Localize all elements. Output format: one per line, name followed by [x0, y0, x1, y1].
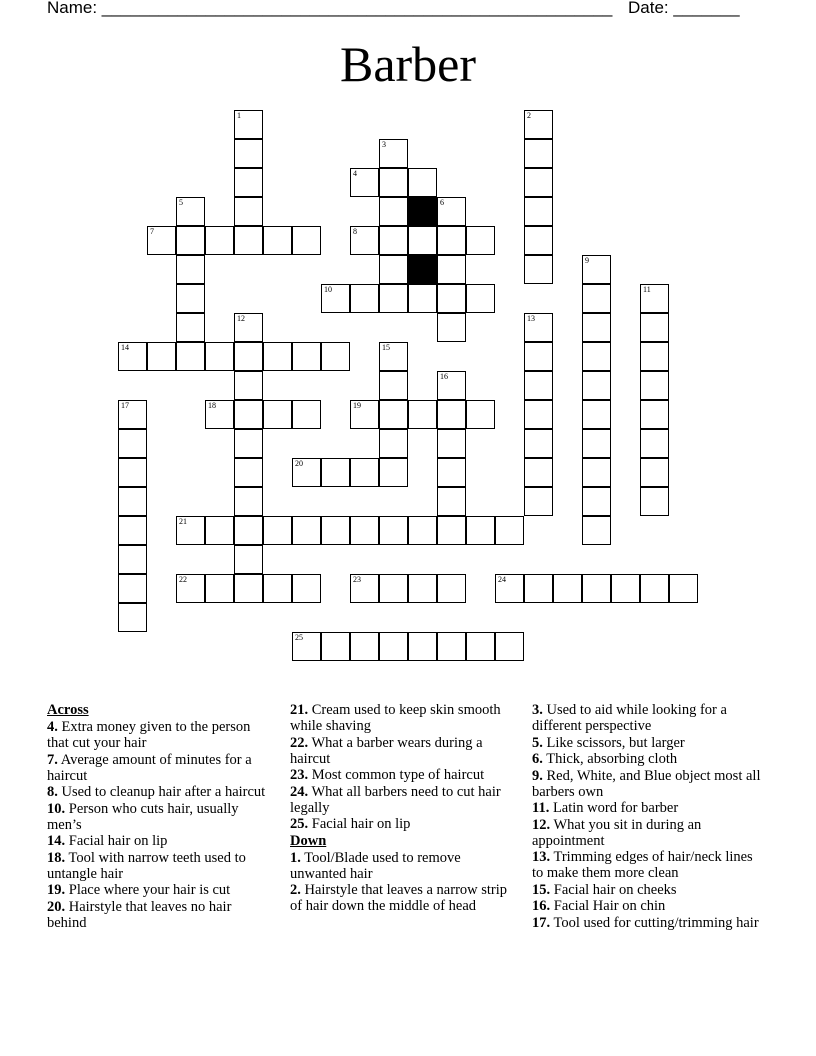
clue-number-label: 18	[208, 401, 216, 410]
grid-cell[interactable]	[408, 400, 437, 429]
clue-number-label: 3	[382, 140, 386, 149]
clue-text: Used to aid while looking for a different perspective	[532, 702, 727, 734]
clue-number: 4.	[47, 719, 58, 735]
clue-number: 16.	[532, 898, 551, 914]
across-clue	[47, 752, 272, 784]
down-clue	[532, 751, 762, 767]
down-clue	[532, 849, 762, 881]
clue-text: Facial hair on lip	[65, 833, 168, 849]
clue-number-label: 23	[353, 575, 361, 584]
clue-text: Thick, absorbing cloth	[542, 751, 678, 767]
grid-cell[interactable]	[437, 458, 466, 487]
clue-number-label: 7	[150, 227, 154, 236]
grid-cell[interactable]	[176, 342, 205, 371]
grid-cell[interactable]	[640, 458, 669, 487]
grid-cell[interactable]	[524, 139, 553, 168]
grid-cell[interactable]	[263, 516, 292, 545]
across-clue	[290, 735, 515, 767]
grid-cell[interactable]	[263, 342, 292, 371]
grid-cell[interactable]	[640, 574, 669, 603]
grid-cell[interactable]	[379, 371, 408, 400]
grid-cell[interactable]	[379, 429, 408, 458]
grid-cell[interactable]	[379, 255, 408, 284]
clue-text: Trimming edges of hair/neck lines to make them more clean	[532, 849, 753, 881]
grid-cell[interactable]	[234, 516, 263, 545]
grid-cell[interactable]	[176, 313, 205, 342]
clue-number: 18.	[47, 849, 66, 866]
down-clue	[532, 702, 762, 734]
down-clue	[290, 850, 515, 882]
grid-cell[interactable]	[437, 313, 466, 342]
down-clue	[532, 882, 762, 898]
clue-number-label: 2	[527, 111, 531, 120]
clue-number-label: 12	[237, 314, 245, 323]
grid-cell[interactable]	[263, 574, 292, 603]
grid-cell[interactable]	[524, 371, 553, 400]
clue-text: Red, White, and Blue object most all barbers own	[532, 767, 761, 800]
grid-cell[interactable]	[437, 487, 466, 516]
grid-cell[interactable]	[176, 255, 205, 284]
grid-cell[interactable]	[466, 226, 495, 255]
grid-cell[interactable]	[234, 574, 263, 603]
clue-number-label: 21	[179, 517, 187, 526]
grid-cell[interactable]	[582, 284, 611, 313]
down-clue	[532, 768, 762, 800]
clue-text: Place where your hair is cut	[65, 882, 231, 898]
clue-number: 21.	[290, 702, 309, 718]
across-heading: Across	[47, 702, 89, 718]
grid-cell[interactable]	[582, 313, 611, 342]
grid-cell[interactable]	[292, 400, 321, 429]
across-clue	[47, 801, 272, 833]
grid-cell[interactable]	[408, 516, 437, 545]
clue-number-label: 5	[179, 198, 183, 207]
clue-text: Facial Hair on chin	[550, 898, 666, 914]
clue-number-label: 11	[643, 285, 651, 294]
grid-cell[interactable]	[234, 342, 263, 371]
grid-cell[interactable]	[379, 574, 408, 603]
clues-column-right	[532, 702, 762, 931]
grid-cell[interactable]	[582, 458, 611, 487]
grid-cell[interactable]	[611, 574, 640, 603]
clue-number-label: 10	[324, 285, 332, 294]
clue-number-label: 16	[440, 372, 448, 381]
clues-column-left	[47, 702, 272, 931]
grid-cell[interactable]	[234, 226, 263, 255]
grid-cell[interactable]	[408, 632, 437, 661]
grid-cell[interactable]	[118, 458, 147, 487]
grid-cell[interactable]	[234, 458, 263, 487]
page-title: Barber	[339, 36, 477, 92]
grid-cell[interactable]	[582, 487, 611, 516]
clue-text: What you sit in during an appointment	[532, 816, 702, 849]
down-clue	[290, 882, 515, 914]
clue-number: 12.	[532, 816, 551, 833]
grid-cell[interactable]	[379, 226, 408, 255]
clue-number-label: 20	[295, 459, 303, 468]
grid-cell[interactable]	[321, 458, 350, 487]
clue-number: 24.	[290, 783, 309, 800]
clue-number: 25.	[290, 816, 309, 832]
grid-cell[interactable]	[408, 168, 437, 197]
clue-number: 5.	[532, 734, 543, 751]
clue-number: 8.	[47, 784, 58, 800]
grid-cell[interactable]	[234, 487, 263, 516]
grid-cell[interactable]	[437, 429, 466, 458]
clue-number-label: 25	[295, 633, 303, 642]
down-clue	[532, 735, 762, 751]
shaded-cell	[408, 255, 437, 284]
grid-cell[interactable]	[466, 516, 495, 545]
clue-number: 2.	[290, 882, 301, 898]
grid-cell[interactable]	[118, 487, 147, 516]
grid-cell[interactable]	[466, 284, 495, 313]
clue-text: Tool with narrow teeth used to untangle hair	[47, 849, 246, 882]
grid-cell[interactable]	[379, 458, 408, 487]
down-clue	[532, 800, 762, 816]
grid-cell[interactable]	[292, 574, 321, 603]
clue-text: Hairstyle that leaves no hair behind	[47, 898, 232, 931]
clue-number-label: 13	[527, 314, 535, 323]
clue-text: Person who cuts hair, usually men’s	[47, 800, 239, 833]
grid-cell[interactable]	[379, 632, 408, 661]
grid-cell[interactable]	[292, 516, 321, 545]
down-clue	[532, 915, 762, 931]
grid-cell[interactable]	[292, 342, 321, 371]
grid-cell[interactable]	[205, 574, 234, 603]
grid-cell[interactable]	[350, 458, 379, 487]
down-clue	[532, 898, 762, 914]
grid-cell[interactable]	[640, 487, 669, 516]
clue-number: 20.	[47, 898, 66, 915]
grid-cell[interactable]	[524, 458, 553, 487]
clue-text: What all barbers need to cut hair legally	[290, 783, 501, 816]
grid-cell[interactable]	[524, 429, 553, 458]
clue-text: Hairstyle that leaves a narrow strip of hair down the middle of head	[290, 882, 508, 914]
grid-cell[interactable]	[669, 574, 698, 603]
clue-number: 22.	[290, 734, 309, 751]
clue-number-label: 19	[353, 401, 361, 410]
clue-number: 23.	[290, 767, 309, 783]
grid-cell[interactable]	[350, 632, 379, 661]
date-label: Date: _______	[628, 0, 740, 17]
clue-number-label: 6	[440, 198, 444, 207]
clue-number: 1.	[290, 849, 301, 866]
grid-cell[interactable]	[408, 284, 437, 313]
grid-cell[interactable]	[379, 284, 408, 313]
clue-number: 14.	[47, 833, 66, 849]
grid-cell[interactable]	[321, 632, 350, 661]
grid-cell[interactable]	[263, 400, 292, 429]
across-clue	[47, 850, 272, 882]
grid-cell[interactable]	[640, 400, 669, 429]
clue-text: Cream used to keep skin smooth while shaving	[290, 702, 501, 734]
grid-cell[interactable]	[582, 429, 611, 458]
grid-cell[interactable]	[350, 284, 379, 313]
grid-cell[interactable]	[524, 342, 553, 371]
clue-number: 3.	[532, 702, 543, 718]
grid-cell[interactable]	[437, 255, 466, 284]
clues-column-middle	[290, 702, 515, 915]
grid-cell[interactable]	[118, 516, 147, 545]
clue-number: 6.	[532, 751, 543, 767]
clue-number: 7.	[47, 751, 58, 768]
grid-cell[interactable]	[234, 545, 263, 574]
clue-text: Facial hair on cheeks	[550, 881, 677, 898]
grid-cell[interactable]	[379, 400, 408, 429]
grid-cell[interactable]	[408, 574, 437, 603]
grid-cell[interactable]	[379, 197, 408, 226]
grid-cell[interactable]	[205, 342, 234, 371]
grid-cell[interactable]	[582, 342, 611, 371]
clue-number-label: 4	[353, 169, 357, 178]
grid-cell[interactable]	[437, 632, 466, 661]
grid-cell[interactable]	[176, 284, 205, 313]
clue-text: Used to cleanup hair after a haircut	[57, 784, 266, 800]
clue-number-label: 1	[237, 111, 241, 120]
clue-number: 10.	[47, 800, 66, 817]
grid-cell[interactable]	[437, 574, 466, 603]
across-clue	[290, 784, 515, 816]
grid-cell[interactable]	[437, 516, 466, 545]
grid-cell[interactable]	[205, 226, 234, 255]
across-clue	[47, 899, 272, 931]
clue-number: 13.	[532, 849, 551, 865]
grid-cell[interactable]	[524, 197, 553, 226]
grid-cell[interactable]	[263, 226, 292, 255]
grid-cell[interactable]	[524, 487, 553, 516]
clue-number-label: 14	[121, 343, 129, 352]
across-clue	[47, 833, 272, 849]
grid-cell[interactable]	[234, 400, 263, 429]
clue-number-label: 9	[585, 256, 589, 265]
grid-cell[interactable]	[524, 226, 553, 255]
grid-cell[interactable]	[234, 197, 263, 226]
down-clue	[532, 817, 762, 849]
grid-cell[interactable]	[437, 284, 466, 313]
clue-text: Tool used for cutting/trimming hair	[550, 914, 759, 931]
grid-cell[interactable]	[350, 516, 379, 545]
across-clue	[290, 767, 515, 783]
clue-text: Extra money given to the person that cut your hair	[47, 719, 251, 751]
clue-number-label: 15	[382, 343, 390, 352]
grid-cell[interactable]	[582, 574, 611, 603]
grid-cell[interactable]	[437, 400, 466, 429]
grid-cell[interactable]	[582, 371, 611, 400]
grid-cell[interactable]	[524, 400, 553, 429]
grid-cell[interactable]	[321, 342, 350, 371]
grid-cell[interactable]	[118, 429, 147, 458]
grid-cell[interactable]	[640, 371, 669, 400]
grid-cell[interactable]	[234, 429, 263, 458]
grid-cell[interactable]	[524, 574, 553, 603]
grid-cell[interactable]	[118, 545, 147, 574]
grid-cell[interactable]	[524, 255, 553, 284]
grid-cell[interactable]	[466, 400, 495, 429]
grid-cell[interactable]	[640, 342, 669, 371]
grid-cell[interactable]	[176, 226, 205, 255]
across-clue	[47, 784, 272, 800]
grid-cell[interactable]	[553, 574, 582, 603]
clue-text: What a barber wears during a haircut	[290, 734, 483, 767]
grid-cell[interactable]	[205, 516, 234, 545]
name-label: Name: ______________________________________________________	[47, 0, 613, 17]
grid-cell[interactable]	[118, 603, 147, 632]
clue-number: 11.	[532, 800, 550, 816]
clue-text: Latin word for barber	[549, 800, 679, 816]
clue-text: Facial hair on lip	[308, 816, 411, 832]
grid-cell[interactable]	[234, 371, 263, 400]
grid-cell[interactable]	[118, 574, 147, 603]
clue-number: 19.	[47, 882, 66, 898]
grid-cell[interactable]	[234, 168, 263, 197]
grid-cell[interactable]	[640, 313, 669, 342]
grid-cell[interactable]	[408, 226, 437, 255]
grid-cell[interactable]	[379, 516, 408, 545]
clue-number: 15.	[532, 881, 551, 898]
clue-text: Tool/Blade used to remove unwanted hair	[290, 849, 461, 882]
grid-cell[interactable]	[321, 516, 350, 545]
down-heading: Down	[290, 832, 327, 849]
clue-number-label: 24	[498, 575, 506, 584]
across-clue	[47, 882, 272, 898]
grid-cell[interactable]	[437, 226, 466, 255]
grid-cell[interactable]	[495, 516, 524, 545]
grid-cell[interactable]	[640, 429, 669, 458]
clue-text: Most common type of haircut	[308, 767, 485, 783]
shaded-cell	[408, 197, 437, 226]
grid-cell[interactable]	[495, 632, 524, 661]
clue-number-label: 8	[353, 227, 357, 236]
grid-cell[interactable]	[234, 139, 263, 168]
clue-number-label: 22	[179, 575, 187, 584]
across-clue	[47, 719, 272, 751]
grid-cell[interactable]	[524, 168, 553, 197]
grid-cell[interactable]	[292, 226, 321, 255]
clue-number-label: 17	[121, 401, 129, 410]
grid-cell[interactable]	[582, 516, 611, 545]
grid-cell[interactable]	[379, 168, 408, 197]
grid-cell[interactable]	[582, 400, 611, 429]
across-clue	[290, 816, 515, 832]
grid-cell[interactable]	[147, 342, 176, 371]
clue-text: Average amount of minutes for a haircut	[47, 751, 252, 784]
clue-number: 9.	[532, 767, 543, 784]
across-clue	[290, 702, 515, 734]
grid-cell[interactable]	[466, 632, 495, 661]
clue-number: 17.	[532, 914, 551, 931]
clue-text: Like scissors, but larger	[542, 734, 685, 751]
